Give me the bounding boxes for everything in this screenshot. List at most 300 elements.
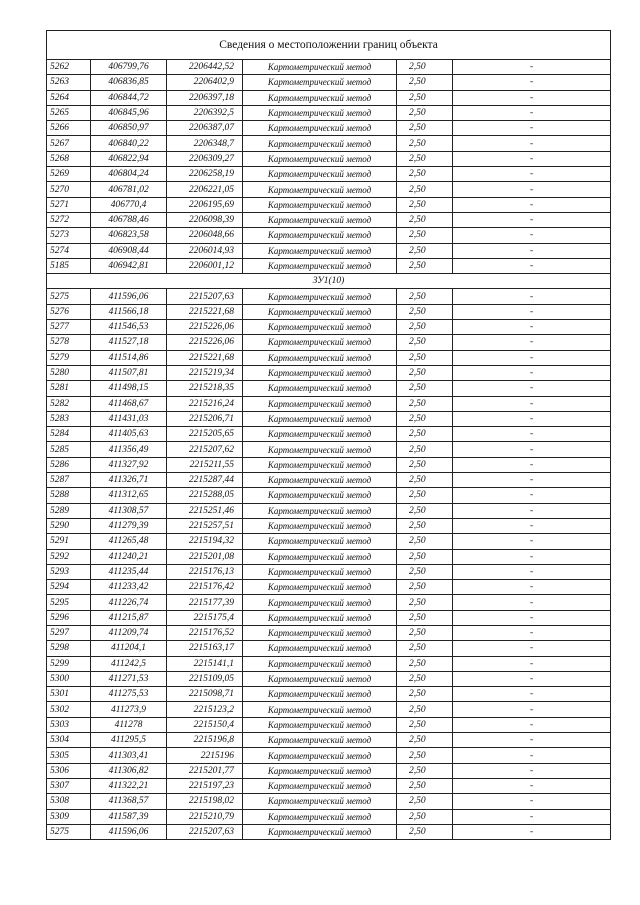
description-cell: - — [453, 794, 611, 809]
point-number: 5308 — [47, 794, 91, 809]
method-cell: Картометрический метод — [243, 488, 397, 503]
accuracy-cell: 2,50 — [397, 289, 453, 304]
x-coordinate: 411308,57 — [91, 503, 167, 518]
x-coordinate: 411279,39 — [91, 518, 167, 533]
method-cell: Картометрический метод — [243, 320, 397, 335]
y-coordinate: 2215257,51 — [167, 518, 243, 533]
y-coordinate: 2215201,77 — [167, 763, 243, 778]
x-coordinate: 411596,06 — [91, 824, 167, 839]
section-header-row — [47, 274, 611, 289]
method-cell: Картометрический метод — [243, 473, 397, 488]
y-coordinate: 2215207,63 — [167, 289, 243, 304]
accuracy-cell: 2,50 — [397, 427, 453, 442]
y-coordinate: 2215207,62 — [167, 442, 243, 457]
accuracy-cell: 2,50 — [397, 90, 453, 105]
x-coordinate: 411215,87 — [91, 610, 167, 625]
table-row — [47, 350, 611, 365]
y-coordinate: 2215206,71 — [167, 411, 243, 426]
accuracy-cell: 2,50 — [397, 794, 453, 809]
point-number: 5292 — [47, 549, 91, 564]
method-cell: Картометрический метод — [243, 197, 397, 212]
x-coordinate: 406836,85 — [91, 75, 167, 90]
x-coordinate: 411295,5 — [91, 733, 167, 748]
x-coordinate: 411368,57 — [91, 794, 167, 809]
table-row — [47, 335, 611, 350]
y-coordinate: 2215207,63 — [167, 824, 243, 839]
accuracy-cell: 2,50 — [397, 442, 453, 457]
x-coordinate: 406845,96 — [91, 105, 167, 120]
accuracy-cell: 2,50 — [397, 457, 453, 472]
table-row — [47, 167, 611, 182]
table-row — [47, 610, 611, 625]
accuracy-cell: 2,50 — [397, 748, 453, 763]
point-number: 5266 — [47, 121, 91, 136]
y-coordinate: 2206098,39 — [167, 212, 243, 227]
x-coordinate: 411468,67 — [91, 396, 167, 411]
point-number: 5272 — [47, 212, 91, 227]
description-cell: - — [453, 595, 611, 610]
y-coordinate: 2206195,69 — [167, 197, 243, 212]
point-number: 5290 — [47, 518, 91, 533]
description-cell: - — [453, 488, 611, 503]
table-row — [47, 228, 611, 243]
accuracy-cell: 2,50 — [397, 121, 453, 136]
table-row — [47, 197, 611, 212]
point-number: 5298 — [47, 641, 91, 656]
table-row — [47, 671, 611, 686]
method-cell: Картометрический метод — [243, 503, 397, 518]
x-coordinate: 411546,53 — [91, 320, 167, 335]
description-cell: - — [453, 702, 611, 717]
table-row — [47, 733, 611, 748]
accuracy-cell: 2,50 — [397, 381, 453, 396]
method-cell: Картометрический метод — [243, 167, 397, 182]
accuracy-cell: 2,50 — [397, 763, 453, 778]
method-cell: Картометрический метод — [243, 136, 397, 151]
boundary-coordinates-table — [46, 30, 611, 840]
table-row — [47, 580, 611, 595]
table-row — [47, 289, 611, 304]
table-row — [47, 778, 611, 793]
x-coordinate: 406770,4 — [91, 197, 167, 212]
method-cell: Картометрический метод — [243, 580, 397, 595]
x-coordinate: 411204,1 — [91, 641, 167, 656]
x-coordinate: 411507,81 — [91, 365, 167, 380]
method-cell: Картометрический метод — [243, 534, 397, 549]
description-cell: - — [453, 534, 611, 549]
x-coordinate: 406799,76 — [91, 60, 167, 75]
table-row — [47, 625, 611, 640]
point-number: 5288 — [47, 488, 91, 503]
point-number: 5280 — [47, 365, 91, 380]
method-cell: Картометрический метод — [243, 243, 397, 258]
table-row — [47, 442, 611, 457]
description-cell: - — [453, 824, 611, 839]
table-row — [47, 763, 611, 778]
description-cell: - — [453, 473, 611, 488]
x-coordinate: 411235,44 — [91, 564, 167, 579]
method-cell: Картометрический метод — [243, 442, 397, 457]
x-coordinate: 411273,9 — [91, 702, 167, 717]
accuracy-cell: 2,50 — [397, 243, 453, 258]
table-row — [47, 90, 611, 105]
y-coordinate: 2206048,66 — [167, 228, 243, 243]
y-coordinate: 2215176,42 — [167, 580, 243, 595]
table-row — [47, 656, 611, 671]
document-page — [46, 30, 610, 840]
point-number: 5284 — [47, 427, 91, 442]
x-coordinate: 406942,81 — [91, 258, 167, 273]
method-cell: Картометрический метод — [243, 748, 397, 763]
y-coordinate: 2215194,32 — [167, 534, 243, 549]
table-row — [47, 212, 611, 227]
y-coordinate: 2215109,05 — [167, 671, 243, 686]
description-cell: - — [453, 656, 611, 671]
table-row — [47, 488, 611, 503]
point-number: 5265 — [47, 105, 91, 120]
method-cell: Картометрический метод — [243, 258, 397, 273]
accuracy-cell: 2,50 — [397, 228, 453, 243]
description-cell: - — [453, 518, 611, 533]
x-coordinate: 411278 — [91, 717, 167, 732]
y-coordinate: 2215098,71 — [167, 687, 243, 702]
accuracy-cell: 2,50 — [397, 304, 453, 319]
method-cell: Картометрический метод — [243, 427, 397, 442]
table-row — [47, 595, 611, 610]
accuracy-cell: 2,50 — [397, 518, 453, 533]
method-cell: Картометрический метод — [243, 595, 397, 610]
y-coordinate: 2206014,93 — [167, 243, 243, 258]
table-row — [47, 60, 611, 75]
description-cell: - — [453, 809, 611, 824]
x-coordinate: 411566,18 — [91, 304, 167, 319]
x-coordinate: 411405,63 — [91, 427, 167, 442]
accuracy-cell: 2,50 — [397, 503, 453, 518]
method-cell: Картометрический метод — [243, 625, 397, 640]
table-row — [47, 320, 611, 335]
accuracy-cell: 2,50 — [397, 488, 453, 503]
table-row — [47, 824, 611, 839]
accuracy-cell: 2,50 — [397, 258, 453, 273]
method-cell: Картометрический метод — [243, 641, 397, 656]
accuracy-cell: 2,50 — [397, 335, 453, 350]
point-number: 5275 — [47, 289, 91, 304]
x-coordinate: 411271,53 — [91, 671, 167, 686]
description-cell: - — [453, 564, 611, 579]
method-cell: Картометрический метод — [243, 151, 397, 166]
x-coordinate: 411209,74 — [91, 625, 167, 640]
x-coordinate: 411240,21 — [91, 549, 167, 564]
point-number: 5271 — [47, 197, 91, 212]
method-cell: Картометрический метод — [243, 687, 397, 702]
x-coordinate: 406844,72 — [91, 90, 167, 105]
table-row — [47, 641, 611, 656]
description-cell: - — [453, 197, 611, 212]
x-coordinate: 411233,42 — [91, 580, 167, 595]
table-row — [47, 105, 611, 120]
point-number: 5285 — [47, 442, 91, 457]
point-number: 5282 — [47, 396, 91, 411]
y-coordinate: 2215177,39 — [167, 595, 243, 610]
method-cell: Картометрический метод — [243, 381, 397, 396]
x-coordinate: 411596,06 — [91, 289, 167, 304]
table-row — [47, 687, 611, 702]
accuracy-cell: 2,50 — [397, 75, 453, 90]
accuracy-cell: 2,50 — [397, 212, 453, 227]
description-cell: - — [453, 610, 611, 625]
x-coordinate: 406804,24 — [91, 167, 167, 182]
y-coordinate: 2215176,13 — [167, 564, 243, 579]
method-cell: Картометрический метод — [243, 335, 397, 350]
point-number: 5264 — [47, 90, 91, 105]
accuracy-cell: 2,50 — [397, 60, 453, 75]
description-cell: - — [453, 717, 611, 732]
accuracy-cell: 2,50 — [397, 702, 453, 717]
table-row — [47, 243, 611, 258]
description-cell: - — [453, 748, 611, 763]
x-coordinate: 406823,58 — [91, 228, 167, 243]
point-number: 5295 — [47, 595, 91, 610]
table-row — [47, 794, 611, 809]
x-coordinate: 411322,21 — [91, 778, 167, 793]
method-cell: Картометрический метод — [243, 396, 397, 411]
point-number: 5297 — [47, 625, 91, 640]
method-cell: Картометрический метод — [243, 794, 397, 809]
accuracy-cell: 2,50 — [397, 411, 453, 426]
table-row — [47, 365, 611, 380]
description-cell: - — [453, 381, 611, 396]
point-number: 5289 — [47, 503, 91, 518]
method-cell: Картометрический метод — [243, 610, 397, 625]
y-coordinate: 2215211,55 — [167, 457, 243, 472]
point-number: 5267 — [47, 136, 91, 151]
description-cell: - — [453, 641, 611, 656]
point-number: 5270 — [47, 182, 91, 197]
accuracy-cell: 2,50 — [397, 396, 453, 411]
y-coordinate: 2215163,17 — [167, 641, 243, 656]
table-row — [47, 809, 611, 824]
table-row — [47, 258, 611, 273]
accuracy-cell: 2,50 — [397, 534, 453, 549]
x-coordinate: 411356,49 — [91, 442, 167, 457]
accuracy-cell: 2,50 — [397, 350, 453, 365]
description-cell: - — [453, 625, 611, 640]
accuracy-cell: 2,50 — [397, 365, 453, 380]
point-number: 5306 — [47, 763, 91, 778]
point-number: 5307 — [47, 778, 91, 793]
table-row — [47, 396, 611, 411]
method-cell: Картометрический метод — [243, 656, 397, 671]
point-number: 5304 — [47, 733, 91, 748]
table-row — [47, 411, 611, 426]
x-coordinate: 411327,92 — [91, 457, 167, 472]
table-row — [47, 549, 611, 564]
description-cell: - — [453, 396, 611, 411]
accuracy-cell: 2,50 — [397, 656, 453, 671]
y-coordinate: 2206387,07 — [167, 121, 243, 136]
point-number: 5274 — [47, 243, 91, 258]
method-cell: Картометрический метод — [243, 763, 397, 778]
x-coordinate: 406840,22 — [91, 136, 167, 151]
point-number: 5291 — [47, 534, 91, 549]
point-number: 5300 — [47, 671, 91, 686]
accuracy-cell: 2,50 — [397, 320, 453, 335]
point-number: 5301 — [47, 687, 91, 702]
table-row — [47, 427, 611, 442]
y-coordinate: 2215218,35 — [167, 381, 243, 396]
accuracy-cell: 2,50 — [397, 549, 453, 564]
x-coordinate: 411431,03 — [91, 411, 167, 426]
description-cell: - — [453, 687, 611, 702]
y-coordinate: 2215226,06 — [167, 335, 243, 350]
y-coordinate: 2215198,02 — [167, 794, 243, 809]
x-coordinate: 411312,65 — [91, 488, 167, 503]
point-number: 5262 — [47, 60, 91, 75]
accuracy-cell: 2,50 — [397, 824, 453, 839]
y-coordinate: 2215221,68 — [167, 350, 243, 365]
x-coordinate: 406850,97 — [91, 121, 167, 136]
table-title: Сведения о местоположении границ объекта — [47, 31, 611, 60]
x-coordinate: 411265,48 — [91, 534, 167, 549]
table-title-row — [47, 31, 611, 60]
x-coordinate: 406788,46 — [91, 212, 167, 227]
x-coordinate: 411242,5 — [91, 656, 167, 671]
method-cell: Картометрический метод — [243, 457, 397, 472]
method-cell: Картометрический метод — [243, 60, 397, 75]
description-cell: - — [453, 457, 611, 472]
x-coordinate: 411498,15 — [91, 381, 167, 396]
y-coordinate: 2215141,1 — [167, 656, 243, 671]
y-coordinate: 2215288,05 — [167, 488, 243, 503]
method-cell: Картометрический метод — [243, 778, 397, 793]
method-cell: Картометрический метод — [243, 90, 397, 105]
description-cell: - — [453, 763, 611, 778]
method-cell: Картометрический метод — [243, 304, 397, 319]
point-number: 5305 — [47, 748, 91, 763]
accuracy-cell: 2,50 — [397, 167, 453, 182]
section-label: ЗУ1(10) — [47, 274, 611, 289]
y-coordinate: 2215205,65 — [167, 427, 243, 442]
y-coordinate: 2206392,5 — [167, 105, 243, 120]
point-number: 5278 — [47, 335, 91, 350]
y-coordinate: 2206348,7 — [167, 136, 243, 151]
accuracy-cell: 2,50 — [397, 625, 453, 640]
accuracy-cell: 2,50 — [397, 564, 453, 579]
accuracy-cell: 2,50 — [397, 641, 453, 656]
point-number: 5263 — [47, 75, 91, 90]
y-coordinate: 2215251,46 — [167, 503, 243, 518]
table-row — [47, 564, 611, 579]
method-cell: Картометрический метод — [243, 733, 397, 748]
description-cell: - — [453, 304, 611, 319]
table-row — [47, 75, 611, 90]
point-number: 5275 — [47, 824, 91, 839]
point-number: 5296 — [47, 610, 91, 625]
method-cell: Картометрический метод — [243, 121, 397, 136]
method-cell: Картометрический метод — [243, 212, 397, 227]
description-cell: - — [453, 151, 611, 166]
point-number: 5279 — [47, 350, 91, 365]
method-cell: Картометрический метод — [243, 350, 397, 365]
description-cell: - — [453, 243, 611, 258]
y-coordinate: 2215216,24 — [167, 396, 243, 411]
x-coordinate: 411527,18 — [91, 335, 167, 350]
point-number: 5268 — [47, 151, 91, 166]
method-cell: Картометрический метод — [243, 518, 397, 533]
description-cell: - — [453, 778, 611, 793]
table-row — [47, 136, 611, 151]
y-coordinate: 2215197,23 — [167, 778, 243, 793]
point-number: 5277 — [47, 320, 91, 335]
y-coordinate: 2215221,68 — [167, 304, 243, 319]
y-coordinate: 2206221,05 — [167, 182, 243, 197]
accuracy-cell: 2,50 — [397, 473, 453, 488]
x-coordinate: 411326,71 — [91, 473, 167, 488]
x-coordinate: 411275,53 — [91, 687, 167, 702]
x-coordinate: 406781,02 — [91, 182, 167, 197]
description-cell: - — [453, 335, 611, 350]
method-cell: Картометрический метод — [243, 182, 397, 197]
y-coordinate: 2215176,52 — [167, 625, 243, 640]
point-number: 5309 — [47, 809, 91, 824]
accuracy-cell: 2,50 — [397, 671, 453, 686]
y-coordinate: 2206309,27 — [167, 151, 243, 166]
method-cell: Картометрический метод — [243, 717, 397, 732]
accuracy-cell: 2,50 — [397, 595, 453, 610]
description-cell: - — [453, 365, 611, 380]
table-row — [47, 151, 611, 166]
table-row — [47, 717, 611, 732]
y-coordinate: 2215210,79 — [167, 809, 243, 824]
point-number: 5299 — [47, 656, 91, 671]
point-number: 5294 — [47, 580, 91, 595]
y-coordinate: 2206397,18 — [167, 90, 243, 105]
table-row — [47, 182, 611, 197]
point-number: 5287 — [47, 473, 91, 488]
description-cell: - — [453, 671, 611, 686]
method-cell: Картометрический метод — [243, 75, 397, 90]
description-cell: - — [453, 442, 611, 457]
description-cell: - — [453, 90, 611, 105]
x-coordinate: 411306,82 — [91, 763, 167, 778]
table-row — [47, 534, 611, 549]
point-number: 5283 — [47, 411, 91, 426]
description-cell: - — [453, 350, 611, 365]
point-number: 5269 — [47, 167, 91, 182]
table-row — [47, 473, 611, 488]
x-coordinate: 411303,41 — [91, 748, 167, 763]
description-cell: - — [453, 136, 611, 151]
accuracy-cell: 2,50 — [397, 105, 453, 120]
point-number: 5303 — [47, 717, 91, 732]
description-cell: - — [453, 289, 611, 304]
description-cell: - — [453, 411, 611, 426]
method-cell: Картометрический метод — [243, 702, 397, 717]
method-cell: Картометрический метод — [243, 564, 397, 579]
table-row — [47, 121, 611, 136]
description-cell: - — [453, 733, 611, 748]
y-coordinate: 2215287,44 — [167, 473, 243, 488]
point-number: 5273 — [47, 228, 91, 243]
method-cell: Картометрический метод — [243, 824, 397, 839]
y-coordinate: 2215226,06 — [167, 320, 243, 335]
y-coordinate: 2206001,12 — [167, 258, 243, 273]
method-cell: Картометрический метод — [243, 289, 397, 304]
accuracy-cell: 2,50 — [397, 136, 453, 151]
point-number: 5281 — [47, 381, 91, 396]
y-coordinate: 2206442,52 — [167, 60, 243, 75]
accuracy-cell: 2,50 — [397, 687, 453, 702]
